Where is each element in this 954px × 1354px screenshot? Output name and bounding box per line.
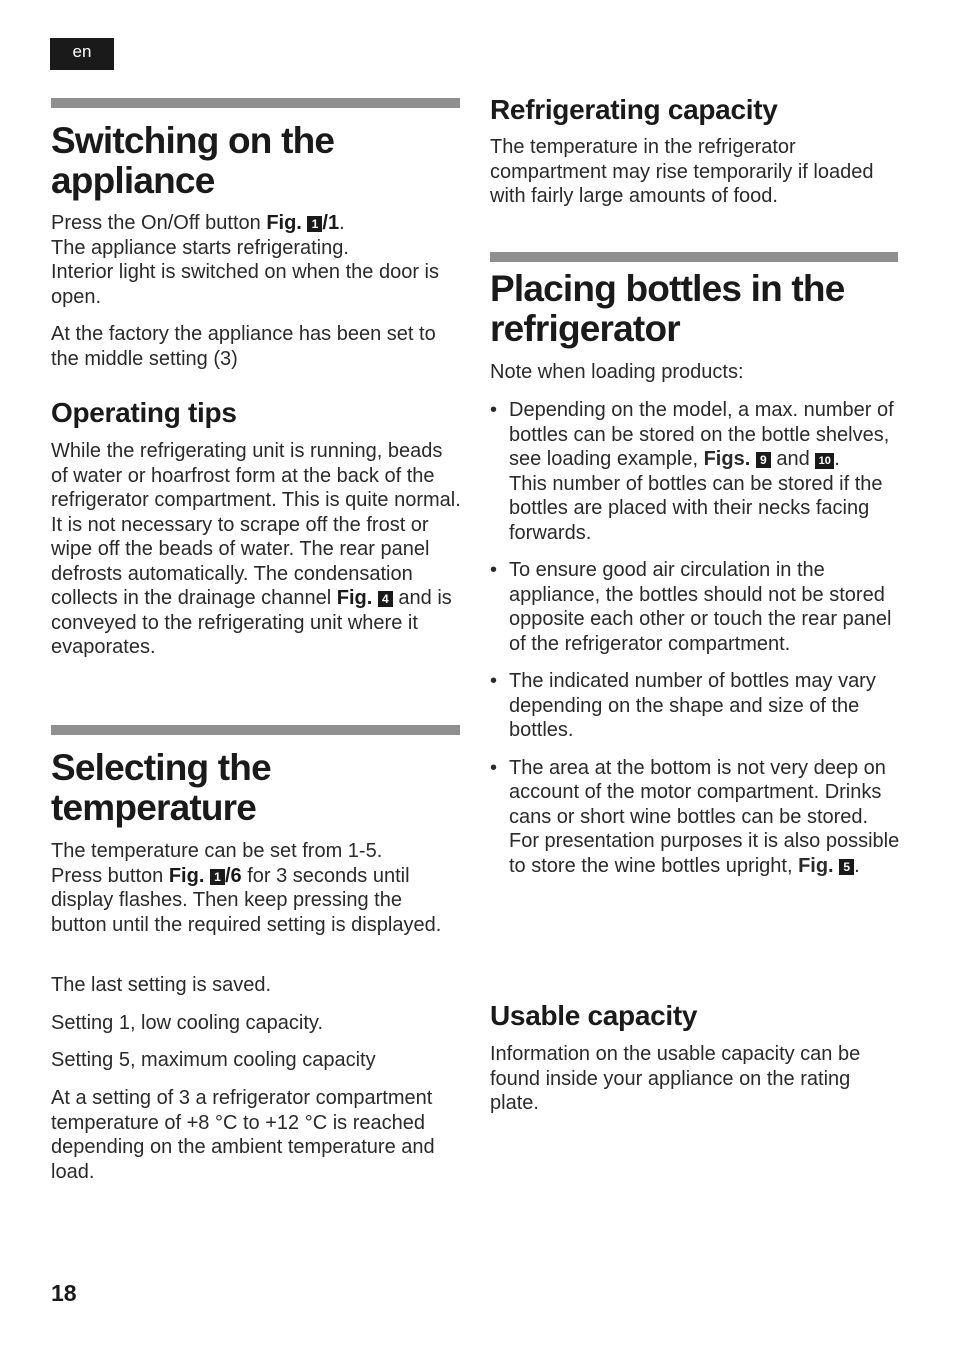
text: for 3 seconds until display flashes. Then keep pressing the button until the required setting is displayed. [51,864,442,936]
paragraph-refrigerating-capacity: The temperature in the refrigerator compartment may rise temporarily if loaded with fairly large amounts of food. [490,136,874,207]
bottles-notes-list [490,398,904,878]
section-divider-switching [51,98,460,108]
text: The temperature can be set from 1-5. Press button [51,840,383,887]
paragraph-switching-2: At the factory the appliance has been set to the middle setting (3) [51,323,436,370]
text: The area at the bottom is not very deep on account of the motor compartment. Drinks cans or short wine bottles can be stored. For presentation purposes it is also possible to store the wine bottles upright, [509,756,900,877]
list-item [490,756,904,879]
figure-number-badge: 5 [839,859,854,875]
text: . This number of bottles can be stored if the bottles are placed with their necks facing forwards. [509,448,883,544]
paragraph-temperature-2: The last setting is saved. [51,974,272,996]
heading-usable-capacity: Usable capacity [490,1000,698,1031]
paragraph-temperature-4: Setting 5, maximum cooling capacity [51,1049,376,1071]
paragraph-usable-capacity: Information on the usable capacity can be found inside your appliance on the rating plate. [490,1043,861,1114]
fig-ref: Fig. [798,854,834,877]
paragraph-temperature-1 [51,839,461,937]
heading-placing-bottles: Placing bottles in the refrigerator [490,268,845,349]
page-number: 18 [51,1280,77,1306]
paragraph-temperature-5: At a setting of 3 a refrigerator compartment temperature of +8 °C to +12 °C is reached depending on the ambient temperature and load. [51,1087,435,1183]
heading-selecting-temperature: Selecting the temperature [51,747,271,828]
paragraph-temperature-3: Setting 1, low cooling capacity. [51,1012,324,1034]
figure-number-badge: 4 [378,591,393,607]
heading-refrigerating-capacity: Refrigerating capacity [490,94,778,125]
text: and is conveyed to the refrigerating unit where it evaporates. [51,587,452,658]
text: . The appliance starts refrigerating. Interior light is switched on when the door is open. [51,212,439,308]
figure-number-badge: 1 [307,216,322,232]
language-tag: en [50,38,114,70]
figure-number-badge: 9 [756,452,771,468]
section-divider-bottles [490,252,898,262]
figure-number-badge: 1 [210,869,225,885]
fig-suffix: /1 [322,212,340,234]
list-item [490,398,904,545]
heading-operating-tips: Operating tips [51,397,237,428]
paragraph-bottles-intro: Note when loading products: [490,361,744,383]
text: and [770,448,816,470]
text: Press the On/Off button [51,212,267,234]
figure-number-badge: 10 [815,453,834,469]
fig-suffix: /6 [224,864,242,887]
text: . [854,854,860,877]
fig-ref: Figs. [703,448,751,470]
list-item: • The indicated number of bottles may vary depending on the shape and size of the bottles. [490,669,904,743]
paragraph-operating-tips [51,439,461,660]
section-divider-temperature [51,725,460,735]
fig-ref: Fig. [336,587,373,609]
text: While the refrigerating unit is running, beads of water or hoarfrost form at the back of the refrigerator compartment. This is quite normal. It is not necessary to scrape off the frost or wipe off the beads of water. The rear panel defrosts automatically. The condensation collects in the drainage channel [51,440,461,609]
fig-ref: Fig. [168,864,205,887]
list-item: • To ensure good air circulation in the appliance, the bottles should not be stored opposite each other or touch the rear panel of the refrigerator compartment. [490,558,904,656]
paragraph-switching-1 [51,211,461,309]
fig-ref: Fig. [266,212,302,234]
heading-switching-on: Switching on the appliance [51,120,335,201]
text: Depending on the model, a max. number of bottles can be stored on the bottle shelves, see loading example, [509,399,894,470]
